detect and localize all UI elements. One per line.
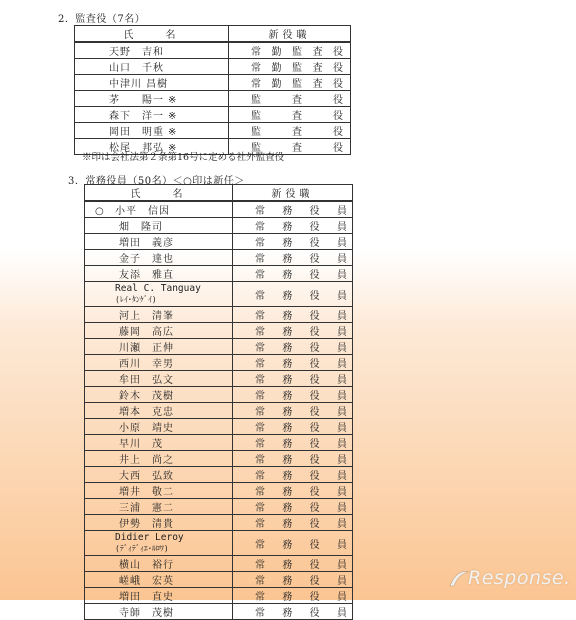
person-name: 松尾 邦弘 bbox=[109, 143, 164, 154]
outside-auditor-note: ※印は会社法第２条第16号に定める社外監査役 bbox=[82, 152, 285, 163]
officer-section-heading: 3．常務役員（50名）＜○印は新任＞ bbox=[68, 176, 245, 187]
person-name: 寺師 茂樹 bbox=[119, 608, 174, 619]
title-cell bbox=[233, 323, 353, 339]
position-title: 常務役員 bbox=[255, 560, 347, 571]
table-row bbox=[85, 483, 353, 499]
outside-auditor-mark: ※ bbox=[168, 111, 178, 122]
name-cell bbox=[75, 91, 229, 107]
position-title: 監査役 bbox=[251, 143, 343, 154]
title-cell bbox=[233, 355, 353, 371]
auditor-table bbox=[74, 25, 351, 155]
position-title: 常務役員 bbox=[255, 290, 347, 302]
table-row bbox=[85, 556, 353, 572]
position-title: 常務役員 bbox=[255, 327, 347, 338]
title-cell bbox=[233, 531, 353, 556]
title-cell bbox=[233, 419, 353, 435]
table-row bbox=[85, 419, 353, 435]
name-cell bbox=[85, 307, 233, 323]
person-name: Real C. Tanguay bbox=[115, 283, 201, 294]
title-cell bbox=[233, 250, 353, 266]
table-row bbox=[85, 201, 353, 218]
name-cell bbox=[85, 371, 233, 387]
table-row bbox=[75, 107, 351, 123]
name-cell bbox=[85, 355, 233, 371]
person-name: 畑 隆司 bbox=[119, 222, 163, 233]
position-title: 常務役員 bbox=[255, 455, 347, 466]
auditor-section-heading: 2．監査役（7名） bbox=[58, 14, 146, 25]
title-cell bbox=[233, 282, 353, 307]
name-cell bbox=[85, 387, 233, 403]
table-row bbox=[75, 123, 351, 139]
name-cell bbox=[85, 451, 233, 467]
position-title: 監査役 bbox=[251, 127, 343, 138]
table-row bbox=[85, 499, 353, 515]
response-logo bbox=[448, 567, 571, 591]
position-title: 常務役員 bbox=[255, 576, 347, 587]
title-cell bbox=[233, 403, 353, 419]
table-row bbox=[85, 266, 353, 282]
name-cell bbox=[85, 323, 233, 339]
title-cell bbox=[233, 515, 353, 531]
position-title: 監査役 bbox=[251, 111, 343, 122]
position-title: 常務役員 bbox=[255, 423, 347, 434]
name-cell bbox=[85, 572, 233, 588]
position-title: 常務役員 bbox=[255, 270, 347, 281]
title-cell bbox=[229, 42, 351, 59]
position-title: 常務役員 bbox=[255, 343, 347, 354]
position-title: 常務役員 bbox=[255, 391, 347, 402]
table-row bbox=[85, 234, 353, 250]
name-cell bbox=[85, 435, 233, 451]
title-cell bbox=[233, 201, 353, 218]
table-row bbox=[85, 339, 353, 355]
title-cell bbox=[233, 307, 353, 323]
table-row bbox=[75, 75, 351, 91]
person-name: 三浦 憲二 bbox=[119, 503, 174, 514]
new-appointee-mark: ○ bbox=[95, 206, 105, 217]
table-header-row bbox=[75, 26, 351, 43]
position-title: 常務役員 bbox=[255, 222, 347, 233]
person-name: 嵯峨 宏英 bbox=[119, 576, 174, 587]
person-name: 横山 裕行 bbox=[119, 560, 174, 571]
person-name: 増田 直史 bbox=[119, 592, 174, 603]
title-cell bbox=[233, 451, 353, 467]
table-row bbox=[85, 218, 353, 234]
table-row bbox=[85, 250, 353, 266]
position-title: 常務役員 bbox=[255, 439, 347, 450]
name-cell bbox=[85, 201, 233, 218]
title-cell bbox=[229, 59, 351, 75]
table-row bbox=[85, 451, 353, 467]
title-cell bbox=[233, 467, 353, 483]
person-name: 鈴木 茂樹 bbox=[119, 391, 174, 402]
table-row bbox=[85, 355, 353, 371]
person-name: 増井 敬二 bbox=[119, 487, 174, 498]
position-title: 常務役員 bbox=[255, 608, 347, 619]
person-name: 茅 陽一 bbox=[109, 95, 164, 106]
name-cell bbox=[85, 467, 233, 483]
title-cell bbox=[233, 266, 353, 282]
header-name: 氏 名 bbox=[85, 185, 233, 202]
person-name: 伊勢 清貴 bbox=[119, 519, 174, 530]
position-title: 常務役員 bbox=[255, 471, 347, 482]
title-cell bbox=[233, 435, 353, 451]
header-title: 新役職 bbox=[233, 185, 353, 202]
title-cell bbox=[233, 499, 353, 515]
title-cell bbox=[233, 572, 353, 588]
officer-table bbox=[84, 184, 353, 620]
name-cell bbox=[85, 403, 233, 419]
name-cell bbox=[85, 483, 233, 499]
outside-auditor-mark: ※ bbox=[168, 143, 178, 154]
table-row bbox=[85, 531, 353, 556]
position-title: 常勤監査役 bbox=[251, 63, 343, 74]
name-cell bbox=[85, 282, 233, 307]
table-header-row bbox=[85, 185, 353, 202]
table-row bbox=[85, 467, 353, 483]
header-name: 氏 名 bbox=[75, 26, 229, 43]
table-row bbox=[85, 435, 353, 451]
position-title: 常勤監査役 bbox=[251, 47, 343, 58]
name-cell bbox=[85, 499, 233, 515]
name-cell bbox=[85, 531, 233, 556]
person-name: 森下 洋一 bbox=[109, 111, 164, 122]
position-title: 常務役員 bbox=[255, 375, 347, 386]
person-name: 増本 克忠 bbox=[119, 407, 174, 418]
person-name: 金子 達也 bbox=[119, 254, 174, 265]
table-row bbox=[85, 588, 353, 604]
position-title: 常務役員 bbox=[255, 519, 347, 530]
name-cell bbox=[85, 234, 233, 250]
table-row bbox=[85, 515, 353, 531]
title-cell bbox=[229, 107, 351, 123]
person-name: 小平 信因 bbox=[115, 206, 170, 217]
person-name: 友添 雅直 bbox=[119, 270, 174, 281]
name-cell bbox=[85, 515, 233, 531]
person-name: 井上 尚之 bbox=[119, 455, 174, 466]
table-row bbox=[85, 323, 353, 339]
name-cell bbox=[75, 107, 229, 123]
position-title: 常務役員 bbox=[255, 539, 347, 551]
name-reading: (ﾃﾞｨﾃﾞｨｴ･ﾙﾛﾜ) bbox=[115, 544, 169, 553]
person-name: 西川 幸男 bbox=[119, 359, 174, 370]
person-name: 小原 靖史 bbox=[119, 423, 174, 434]
name-cell bbox=[85, 604, 233, 620]
person-name: 川瀬 正伸 bbox=[119, 343, 174, 354]
table-row bbox=[85, 403, 353, 419]
position-title: 常務役員 bbox=[255, 359, 347, 370]
position-title: 常務役員 bbox=[255, 238, 347, 249]
logo-text: Response. bbox=[468, 567, 571, 589]
table-row bbox=[85, 307, 353, 323]
table-row bbox=[75, 91, 351, 107]
title-cell bbox=[233, 604, 353, 620]
position-title: 常勤監査役 bbox=[251, 79, 343, 90]
outside-auditor-mark: ※ bbox=[168, 95, 178, 106]
person-name: 増田 義彦 bbox=[119, 238, 174, 249]
person-name: 大西 弘致 bbox=[119, 471, 174, 482]
name-reading: (ﾚｲ･ﾀﾝｹﾞｲ) bbox=[115, 295, 157, 304]
table-row bbox=[85, 572, 353, 588]
name-cell bbox=[85, 339, 233, 355]
position-title: 常務役員 bbox=[255, 311, 347, 322]
name-cell bbox=[75, 123, 229, 139]
title-cell bbox=[233, 218, 353, 234]
position-title: 常務役員 bbox=[255, 407, 347, 418]
table-row bbox=[85, 371, 353, 387]
title-cell bbox=[233, 234, 353, 250]
person-name: 岡田 明重 bbox=[109, 127, 164, 138]
header-title: 新役職 bbox=[229, 26, 351, 43]
person-name: 天野 吉和 bbox=[109, 47, 164, 58]
position-title: 監査役 bbox=[251, 95, 343, 106]
person-name: 牟田 弘文 bbox=[119, 375, 174, 386]
title-cell bbox=[233, 556, 353, 572]
person-name: Didier Leroy bbox=[115, 532, 184, 543]
title-cell bbox=[233, 371, 353, 387]
name-cell bbox=[75, 42, 229, 59]
table-row bbox=[85, 282, 353, 307]
person-name: 中津川 昌樹 bbox=[109, 79, 169, 90]
person-name: 河上 清峯 bbox=[119, 311, 174, 322]
position-title: 常務役員 bbox=[255, 592, 347, 603]
person-name: 山口 千秋 bbox=[109, 63, 164, 74]
title-cell bbox=[233, 588, 353, 604]
name-cell bbox=[85, 218, 233, 234]
name-cell bbox=[75, 75, 229, 91]
title-cell bbox=[229, 123, 351, 139]
table-row bbox=[85, 604, 353, 620]
outside-auditor-mark: ※ bbox=[168, 127, 178, 138]
name-cell bbox=[85, 266, 233, 282]
title-cell bbox=[233, 387, 353, 403]
table-row bbox=[75, 42, 351, 59]
position-title: 常務役員 bbox=[255, 503, 347, 514]
position-title: 常務役員 bbox=[255, 487, 347, 498]
position-title: 常務役員 bbox=[255, 206, 347, 217]
person-name: 藤岡 高広 bbox=[119, 327, 174, 338]
name-cell bbox=[85, 419, 233, 435]
title-cell bbox=[229, 91, 351, 107]
name-cell bbox=[85, 588, 233, 604]
logo-swoosh-icon bbox=[448, 570, 470, 588]
position-title: 常務役員 bbox=[255, 254, 347, 265]
title-cell bbox=[233, 483, 353, 499]
table-row bbox=[75, 59, 351, 75]
name-cell bbox=[85, 556, 233, 572]
name-cell bbox=[75, 59, 229, 75]
name-cell bbox=[85, 250, 233, 266]
person-name: 早川 茂 bbox=[119, 439, 163, 450]
title-cell bbox=[229, 75, 351, 91]
title-cell bbox=[233, 339, 353, 355]
table-row bbox=[85, 387, 353, 403]
